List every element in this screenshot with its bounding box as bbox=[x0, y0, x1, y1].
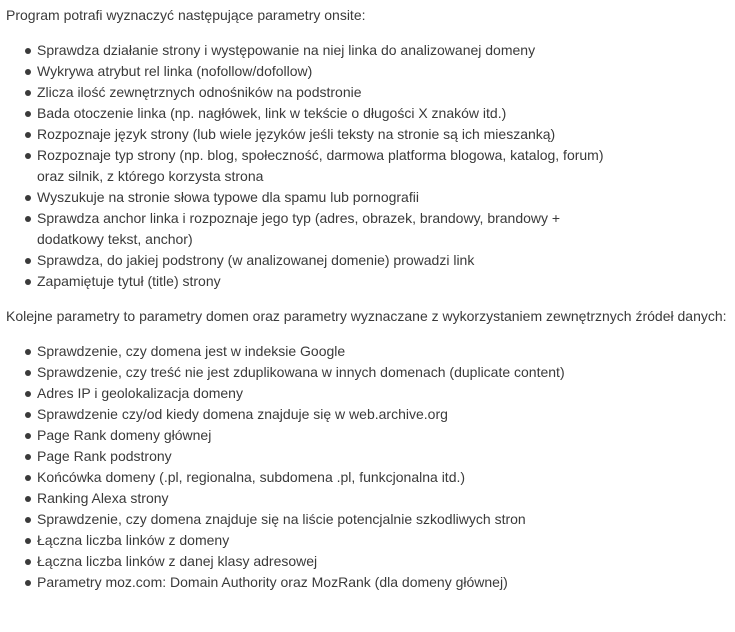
list-item: Sprawdza działanie strony i występowanie na niej linka do analizowanej domeny bbox=[37, 40, 735, 61]
list-item: Końcówka domeny (.pl, regionalna, subdomena .pl, funkcjonalna itd.) bbox=[37, 467, 735, 488]
list-item: Bada otoczenie linka (np. nagłówek, link w tekście o długości X znaków itd.) bbox=[37, 103, 735, 124]
list-item: Rozpoznaje typ strony (np. blog, społeczność, darmowa platforma blogowa, katalog, forum) oraz silnik, z którego korzysta strona bbox=[37, 145, 735, 187]
list-item: Page Rank podstrony bbox=[37, 446, 735, 467]
list-item: Zapamiętuje tytuł (title) strony bbox=[37, 271, 735, 292]
list-item: Adres IP i geolokalizacja domeny bbox=[37, 383, 735, 404]
list-item: Wykrywa atrybut rel linka (nofollow/dofollow) bbox=[37, 61, 735, 82]
domain-parameter-list bbox=[6, 341, 735, 593]
onsite-parameter-list bbox=[6, 40, 735, 292]
domain-intro: Kolejne parametry to parametry domen oraz parametry wyznaczane z wykorzystaniem zewnętrznych źródeł danych: bbox=[6, 308, 727, 324]
list-item: Page Rank domeny głównej bbox=[37, 425, 735, 446]
list-item: Wyszukuje na stronie słowa typowe dla spamu lub pornografii bbox=[37, 187, 735, 208]
list-item: Zlicza ilość zewnętrznych odnośników na podstronie bbox=[37, 82, 735, 103]
list-item: Sprawdzenie czy/od kiedy domena znajduje się w web.archive.org bbox=[37, 404, 735, 425]
list-item: Sprawdzenie, czy treść nie jest zduplikowana w innych domenach (duplicate content) bbox=[37, 362, 735, 383]
list-item: Sprawdza, do jakiej podstrony (w analizowanej domenie) prowadzi link bbox=[37, 250, 735, 271]
list-item: Parametry moz.com: Domain Authority oraz MozRank (dla domeny głównej) bbox=[37, 572, 735, 593]
list-item: Rozpoznaje język strony (lub wiele języków jeśli teksty na stronie są ich mieszanką) bbox=[37, 124, 735, 145]
list-item: Sprawdzenie, czy domena jest w indeksie Google bbox=[37, 341, 735, 362]
list-item: Łączna liczba linków z domeny bbox=[37, 530, 735, 551]
list-item: Sprawdzenie, czy domena znajduje się na liście potencjalnie szkodliwych stron bbox=[37, 509, 735, 530]
list-item: Sprawdza anchor linka i rozpoznaje jego typ (adres, obrazek, brandowy, brandowy + dodatkowy tekst, anchor) bbox=[37, 208, 735, 250]
list-item: Łączna liczba linków z danej klasy adresowej bbox=[37, 551, 735, 572]
onsite-intro: Program potrafi wyznaczyć następujące parametry onsite: bbox=[6, 7, 366, 23]
list-item: Ranking Alexa strony bbox=[37, 488, 735, 509]
